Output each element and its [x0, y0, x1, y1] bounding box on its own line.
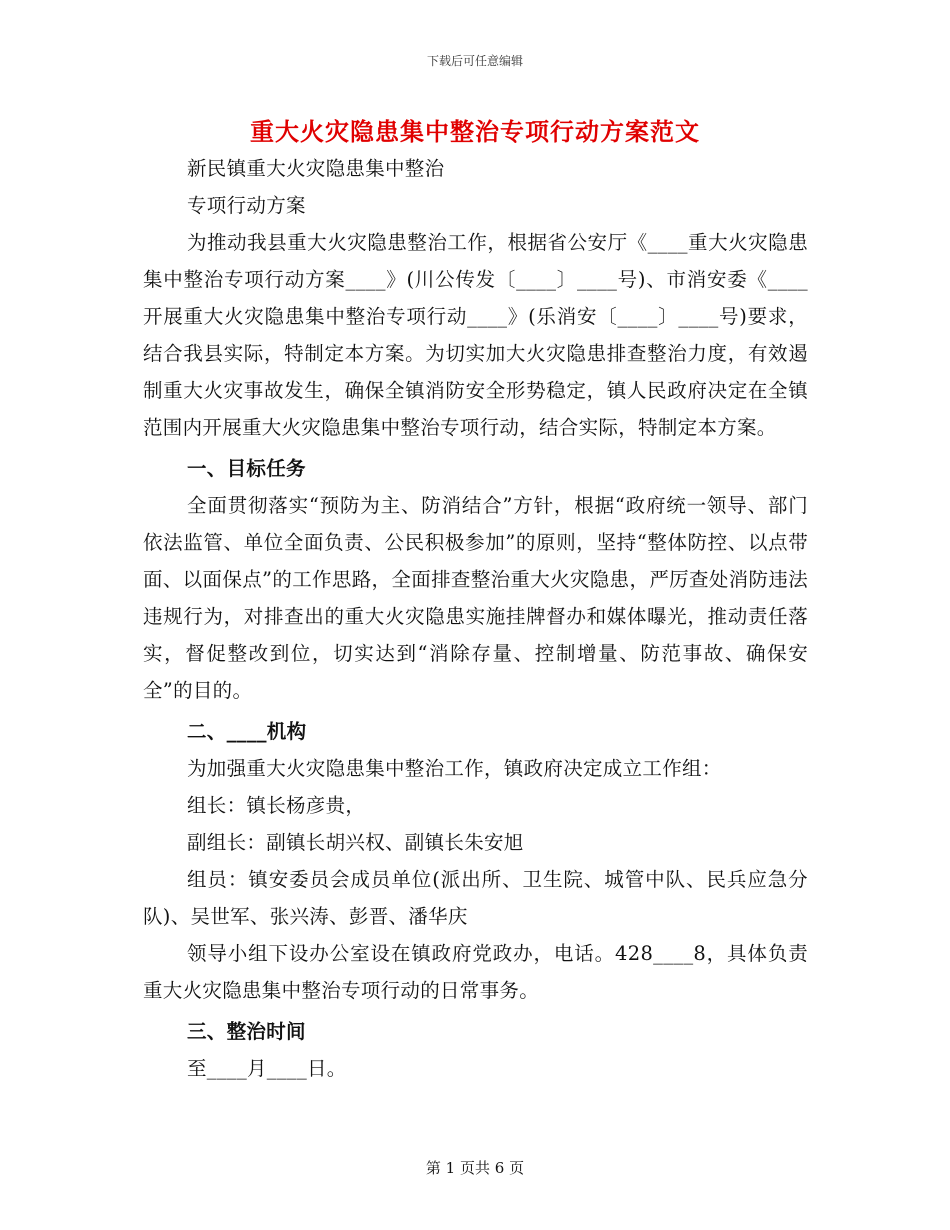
- paragraph-organization: 为加强重大火灾隐患集中整治工作，镇政府决定成立工作组：: [187, 757, 722, 780]
- paragraph-purpose: 为推动我县重大火灾隐患整治工作，根据省公安厅《____重大火灾隐患集中整治专项行动方案____》(川公传发〔____〕____号)、市消安委《____开展重大火灾隐患集中整治专项行动____》(乐消安〔____〕____号)要求，结合我县实际，特制定本方案。为切实加大火灾隐患排查整治力度，有效遏制重大火灾事故发生，确保全镇消防安全形势稳定，镇人民政府决定在全镇范围内开展重大火灾隐患集中整治专项行动，结合实际，特制定本方案。: [143, 231, 808, 439]
- section-heading-timeline: 三、整治时间: [187, 1020, 306, 1043]
- office-paragraph: 领导小组下设办公室设在镇政府党政办，电话。428____8，具体负责重大火灾隐患集中整治专项行动的日常事务。: [143, 942, 808, 1002]
- page-footer: 第 1 页共 6 页: [425, 1159, 525, 1177]
- timeline-line: 至____月____日。: [187, 1057, 347, 1080]
- intro-line-2: 专项行动方案: [187, 194, 306, 217]
- document-body: [143, 150, 808, 1087]
- header-note: 下载后可任意编辑: [426, 54, 523, 68]
- deputy-leader-line: 副组长：副镇长胡兴权、副镇长朱安旭: [187, 831, 524, 854]
- paragraph-goals: 全面贯彻落实“预防为主、防消结合”方针，根据“政府统一领导、部门依法监管、单位全面负责、公民积极参加”的原则，坚持“整体防控、以点带面、以面保点”的工作思路，全面排查整治重大火灾隐患，严厉查处消防违法违规行为，对排查出的重大火灾隐患实施挂牌督办和媒体曝光，推动责任落实，督促整改到位，切实达到“消除存量、控制增量、防范事故、确保安全”的目的。: [143, 494, 808, 702]
- members-line: 组员：镇安委员会成员单位(派出所、卫生院、城管中队、民兵应急分队)、吴世军、张兴涛、彭晋、潘华庆: [143, 868, 808, 928]
- intro-line-1: 新民镇重大火灾隐患集中整治: [187, 157, 445, 180]
- section-heading-organization: 二、____机构: [187, 720, 307, 743]
- group-leader-line: 组长：镇长杨彦贵，: [187, 794, 366, 817]
- document-title: 重大火灾隐患集中整治专项行动方案范文: [250, 117, 700, 146]
- section-heading-goals: 一、目标任务: [187, 457, 306, 480]
